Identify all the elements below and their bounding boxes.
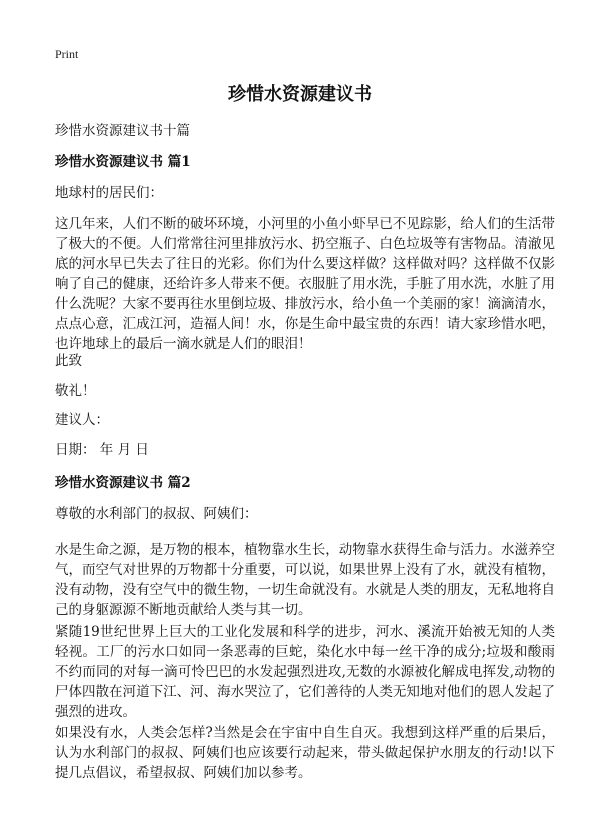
document-subtitle: 珍惜水资源建议书十篇 [55, 123, 190, 139]
article2-greeting: 尊敬的水利部门的叔叔、阿姨们： [55, 506, 258, 522]
article1-greeting: 地球村的居民们： [55, 185, 163, 201]
article1-body: 这几年来，人们不断的破坏环境，小河里的小鱼小虾早已不见踪影，给人们的生活带了极大的不便。人们常常往河里排放污水、扔空瓶子、白色垃圾等有害物品。清澈见底的河水早已失去了往日的光彩。你们为什么要这样做？这样做对吗？这样做不仅影响了自己的健康，还给许多人带来不便。衣服脏了用水洗，手脏了用水洗，水脏了用什么洗呢？大家不要再往水里倒垃圾、排放污水，给小鱼一个美丽的家！滴滴清水，点点心意，汇成江河，造福人间！水，你是生命中最宝贵的东西！请大家珍惜水吧，也许地球上的最后一滴水就是人们的眼泪！ [55, 216, 555, 352]
article1-heading: 珍惜水资源建议书 篇1 [55, 154, 191, 170]
page-title: 珍惜水资源建议书 [228, 84, 372, 105]
article1-closing2: 敬礼！ [55, 383, 96, 399]
article2-para3: 如果没有水，人类会怎样?当然是会在宇宙中自生自灭。我想到这样严重的后果后，认为水利部门的叔叔、阿姨们也应该要行动起来，带头做起保护水朋友的行动!以下提几点倡议，希望叔叔、阿姨们加以参考。 [55, 725, 555, 781]
article1-closing1: 此致 [55, 353, 82, 369]
article2-para1: 水是生命之源，是万物的根本，植物靠水生长，动物靠水获得生命与活力。水滋养空气，而空气对世界的万物都十分重要，可以说，如果世界上没有了水，就没有植物，没有动物，没有空气中的微生物，一切生命就没有。水就是人类的朋友，无私地将自己的身躯源源不断地贡献给人类与其一切。 [55, 542, 555, 618]
print-link[interactable]: Print [55, 47, 79, 61]
article2-para2: 紧随19世纪世界上巨大的工业化发展和科学的进步，河水、溪流开始被无知的人类轻视。工厂的污水口如同一条恶毒的巨蛇，染化水中每一丝干净的成分;垃圾和酸雨不约而同的对每一滴可怜巴巴的水发起强烈进攻,无数的水源被化解成电挥发,动物的尸体四散在河道下江、河、海水哭泣了，它们善待的人类无知地对他们的恩人发起了强烈的进攻。 [55, 624, 555, 720]
article2-heading: 珍惜水资源建议书 篇2 [55, 475, 191, 491]
article1-signer: 建议人： [55, 412, 109, 428]
article1-date: 日期： 年 月 日 [55, 442, 149, 458]
